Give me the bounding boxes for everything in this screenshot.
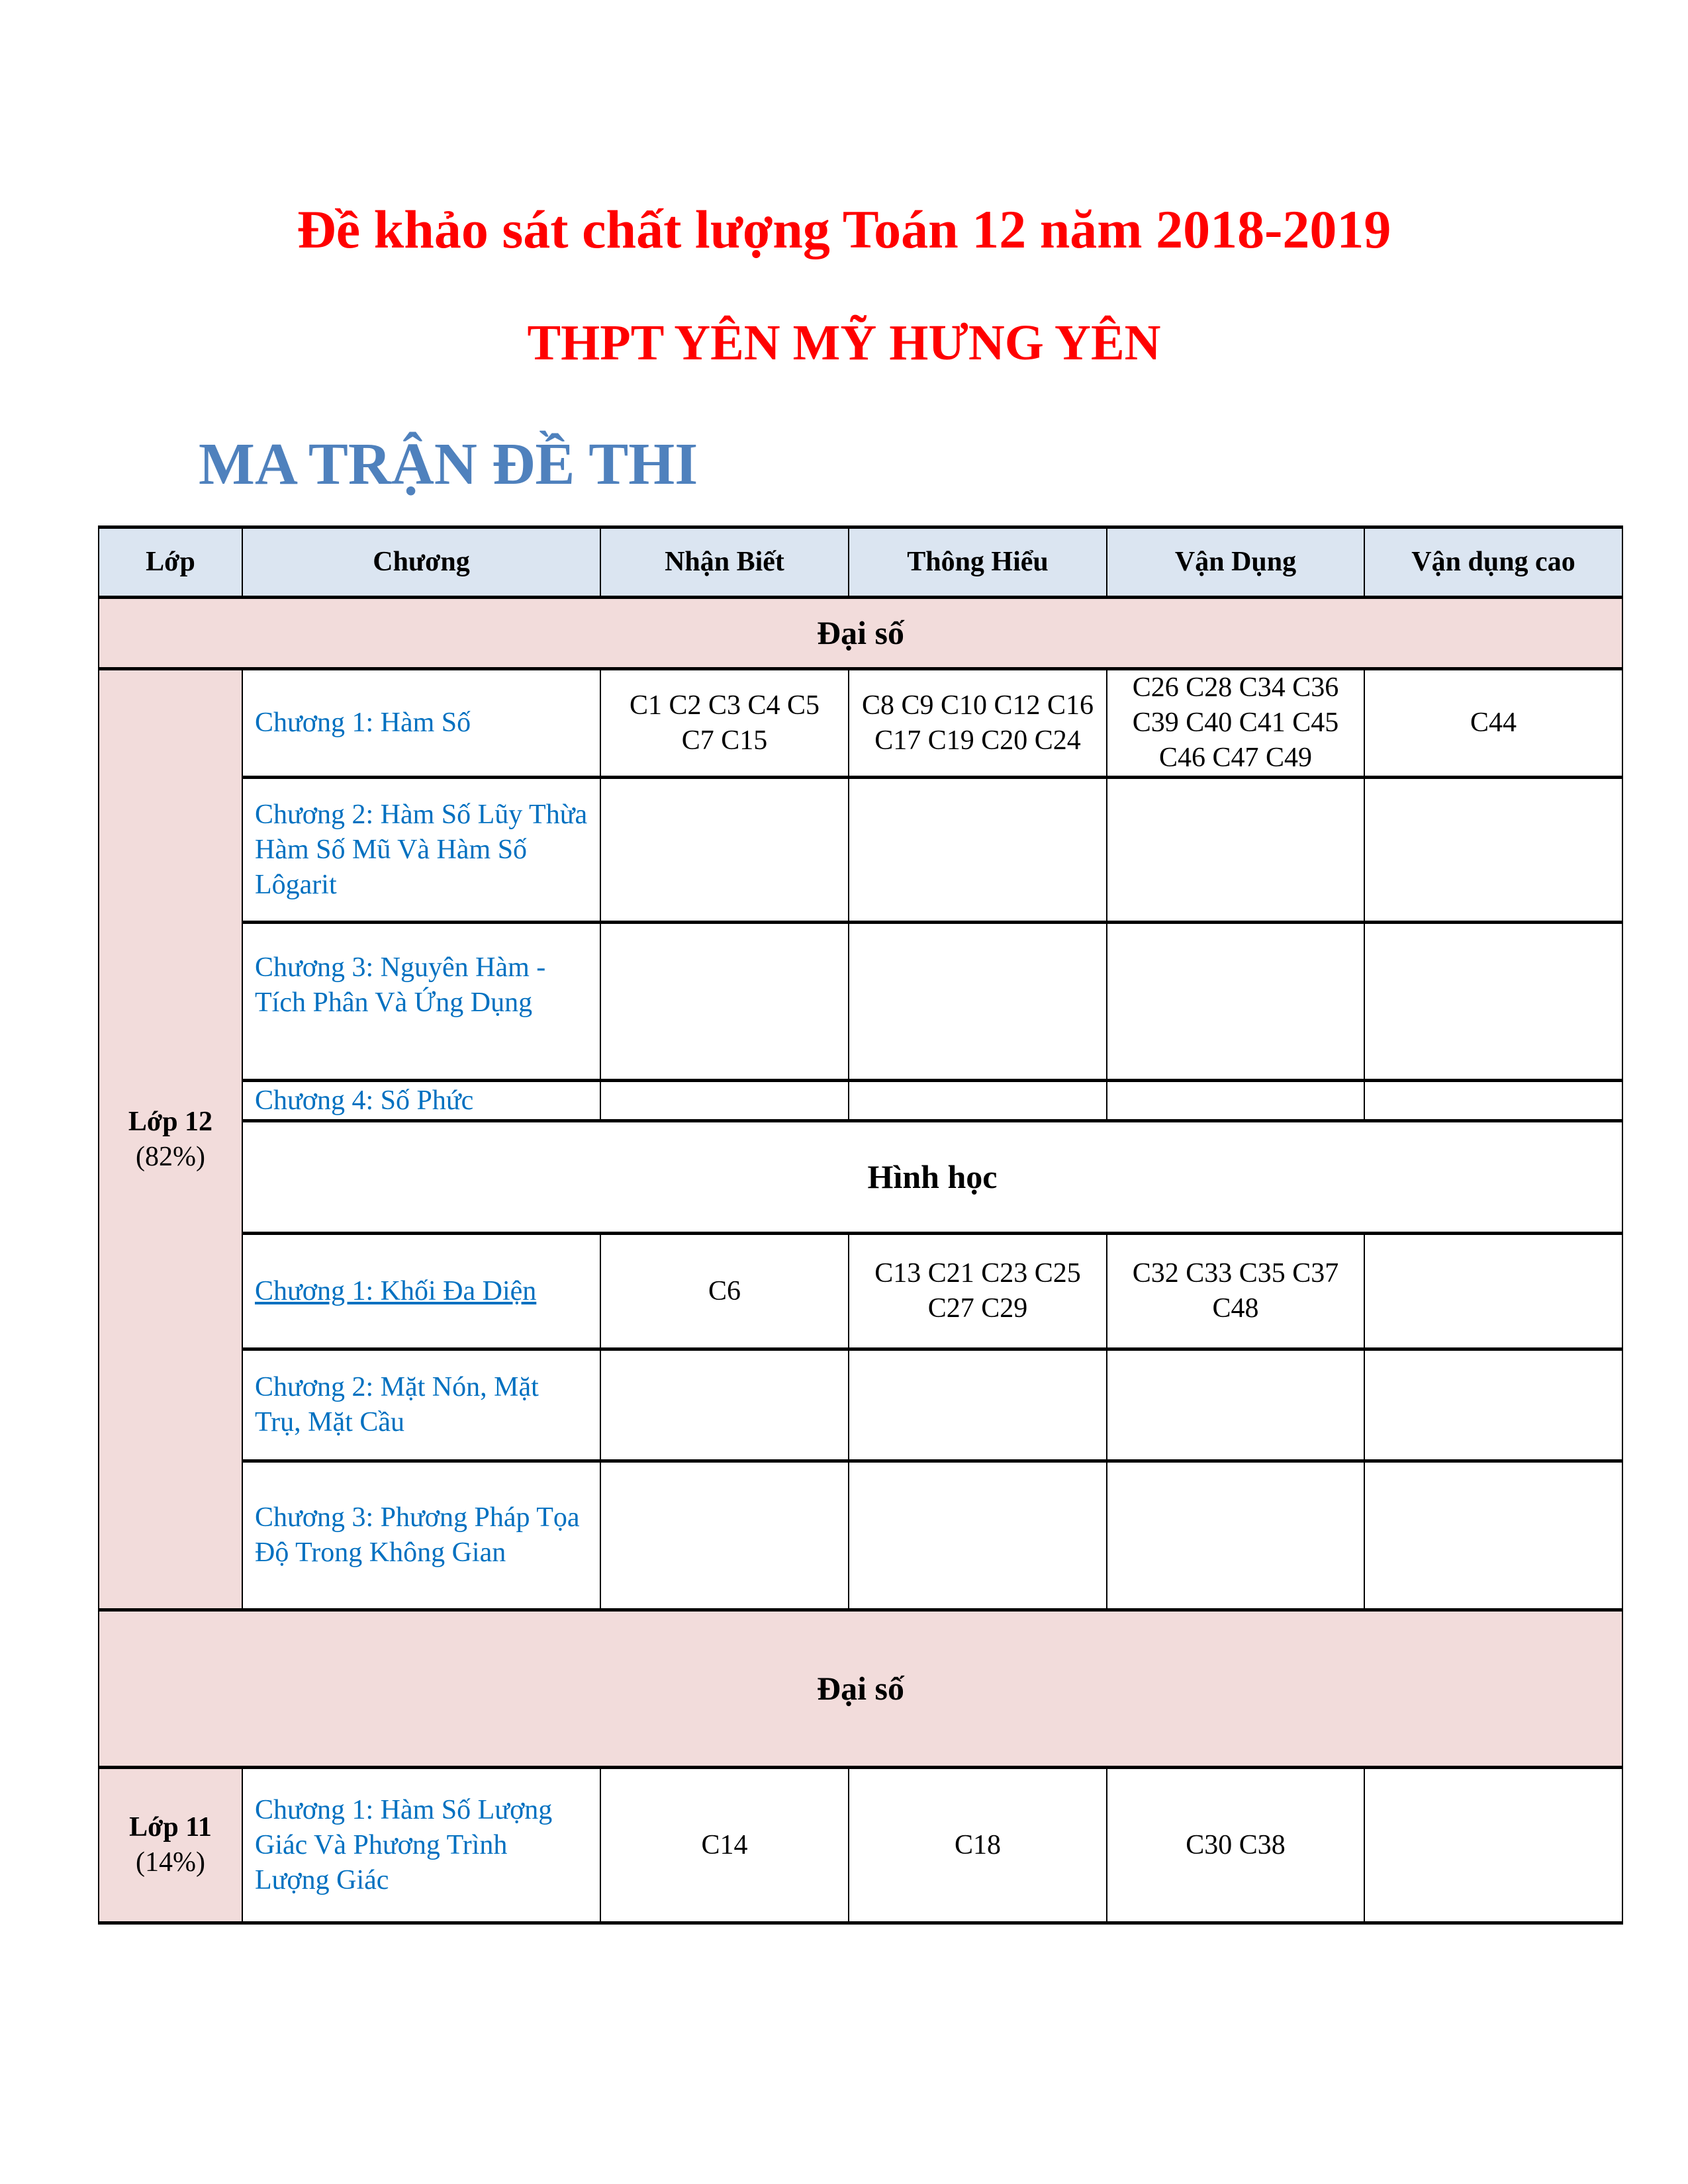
- chapter-link[interactable]: [242, 1234, 600, 1349]
- chapter-link[interactable]: Chương 1: Hàm Số Lượng Giác Và Phương Trình Lượng Giác: [242, 1768, 600, 1923]
- grade-percent: (14%): [136, 1847, 205, 1878]
- table-row: [99, 1768, 1622, 1923]
- exam-matrix-table: [98, 525, 1623, 1925]
- chapter-link[interactable]: Chương 2: Hàm Số Lũy Thừa Hàm Số Mũ Và Hàm Số Lôgarit: [242, 778, 600, 923]
- grade-label: Lớp 11: [129, 1812, 212, 1843]
- cell-th: [849, 923, 1107, 1081]
- chapter-link[interactable]: Chương 2: Mặt Nón, Mặt Trụ, Mặt Cầu: [242, 1349, 600, 1461]
- cell-th: [849, 778, 1107, 923]
- header-nhan-biet: Nhận Biết: [600, 527, 849, 598]
- header-chuong: Chương: [242, 527, 600, 598]
- chapter-link[interactable]: Chương 3: Nguyên Hàm - Tích Phân Và Ứng Dụng: [242, 923, 600, 1081]
- cell-vd: [1107, 1349, 1364, 1461]
- table-row: [99, 1461, 1622, 1610]
- table-row: [99, 1081, 1622, 1121]
- table-row: [99, 1234, 1622, 1349]
- cell-vd: C32 C33 C35 C37 C48: [1107, 1234, 1364, 1349]
- header-thong-hieu: Thông Hiểu: [849, 527, 1107, 598]
- grade-percent: (82%): [136, 1141, 205, 1172]
- cell-vd: [1107, 778, 1364, 923]
- cell-nb: C6: [600, 1234, 849, 1349]
- chapter-link-text[interactable]: Chương 1: Khối Đa Diện: [255, 1275, 537, 1306]
- cell-vdc: [1364, 778, 1622, 923]
- cell-vd: C30 C38: [1107, 1768, 1364, 1923]
- header-lop: Lớp: [99, 527, 242, 598]
- chapter-link[interactable]: Chương 1: Hàm Số: [242, 669, 600, 778]
- header-row: [99, 527, 1622, 598]
- cell-vd: C26 C28 C34 C36 C39 C40 C41 C45 C46 C47 C49: [1107, 669, 1364, 778]
- cell-th: [849, 1349, 1107, 1461]
- cell-nb: C1 C2 C3 C4 C5 C7 C15: [600, 669, 849, 778]
- table-row: [99, 923, 1622, 1081]
- document-title: Đề khảo sát chất lượng Toán 12 năm 2018-2019: [297, 199, 1391, 259]
- cell-vd: [1107, 923, 1364, 1081]
- table-row: [99, 778, 1622, 923]
- cell-th: C13 C21 C23 C25 C27 C29: [849, 1234, 1107, 1349]
- cell-nb: [600, 1081, 849, 1121]
- cell-th: [849, 1461, 1107, 1610]
- section-dai-so-11: Đại số: [99, 1610, 1622, 1768]
- school-name: THPT YÊN MỸ HƯNG YÊN: [527, 315, 1161, 371]
- matrix-heading: MA TRẬN ĐỀ THI: [199, 432, 698, 497]
- section-hinh-hoc-12: Hình học: [242, 1121, 1622, 1234]
- header-van-dung: Vận Dụng: [1107, 527, 1364, 598]
- cell-vdc: [1364, 1461, 1622, 1610]
- header-van-dung-cao: Vận dụng cao: [1364, 527, 1622, 598]
- table-row: [99, 1349, 1622, 1461]
- cell-vdc: C44: [1364, 669, 1622, 778]
- cell-nb: [600, 778, 849, 923]
- chapter-link[interactable]: Chương 4: Số Phức: [242, 1081, 600, 1121]
- section-dai-so-12: Đại số: [99, 598, 1622, 669]
- cell-vd: [1107, 1081, 1364, 1121]
- grade-label: Lớp 12: [128, 1106, 213, 1137]
- grade-11-cell: [99, 1768, 242, 1923]
- cell-nb: [600, 923, 849, 1081]
- cell-nb: [600, 1349, 849, 1461]
- cell-th: C18: [849, 1768, 1107, 1923]
- cell-vd: [1107, 1461, 1364, 1610]
- cell-nb: C14: [600, 1768, 849, 1923]
- cell-vdc: [1364, 1768, 1622, 1923]
- table-row: [99, 669, 1622, 778]
- grade-12-cell: [99, 669, 242, 1610]
- cell-vdc: [1364, 1349, 1622, 1461]
- chapter-link[interactable]: Chương 3: Phương Pháp Tọa Độ Trong Không Gian: [242, 1461, 600, 1610]
- cell-vdc: [1364, 1081, 1622, 1121]
- cell-th: [849, 1081, 1107, 1121]
- cell-th: C8 C9 C10 C12 C16 C17 C19 C20 C24: [849, 669, 1107, 778]
- cell-nb: [600, 1461, 849, 1610]
- cell-vdc: [1364, 1234, 1622, 1349]
- cell-vdc: [1364, 923, 1622, 1081]
